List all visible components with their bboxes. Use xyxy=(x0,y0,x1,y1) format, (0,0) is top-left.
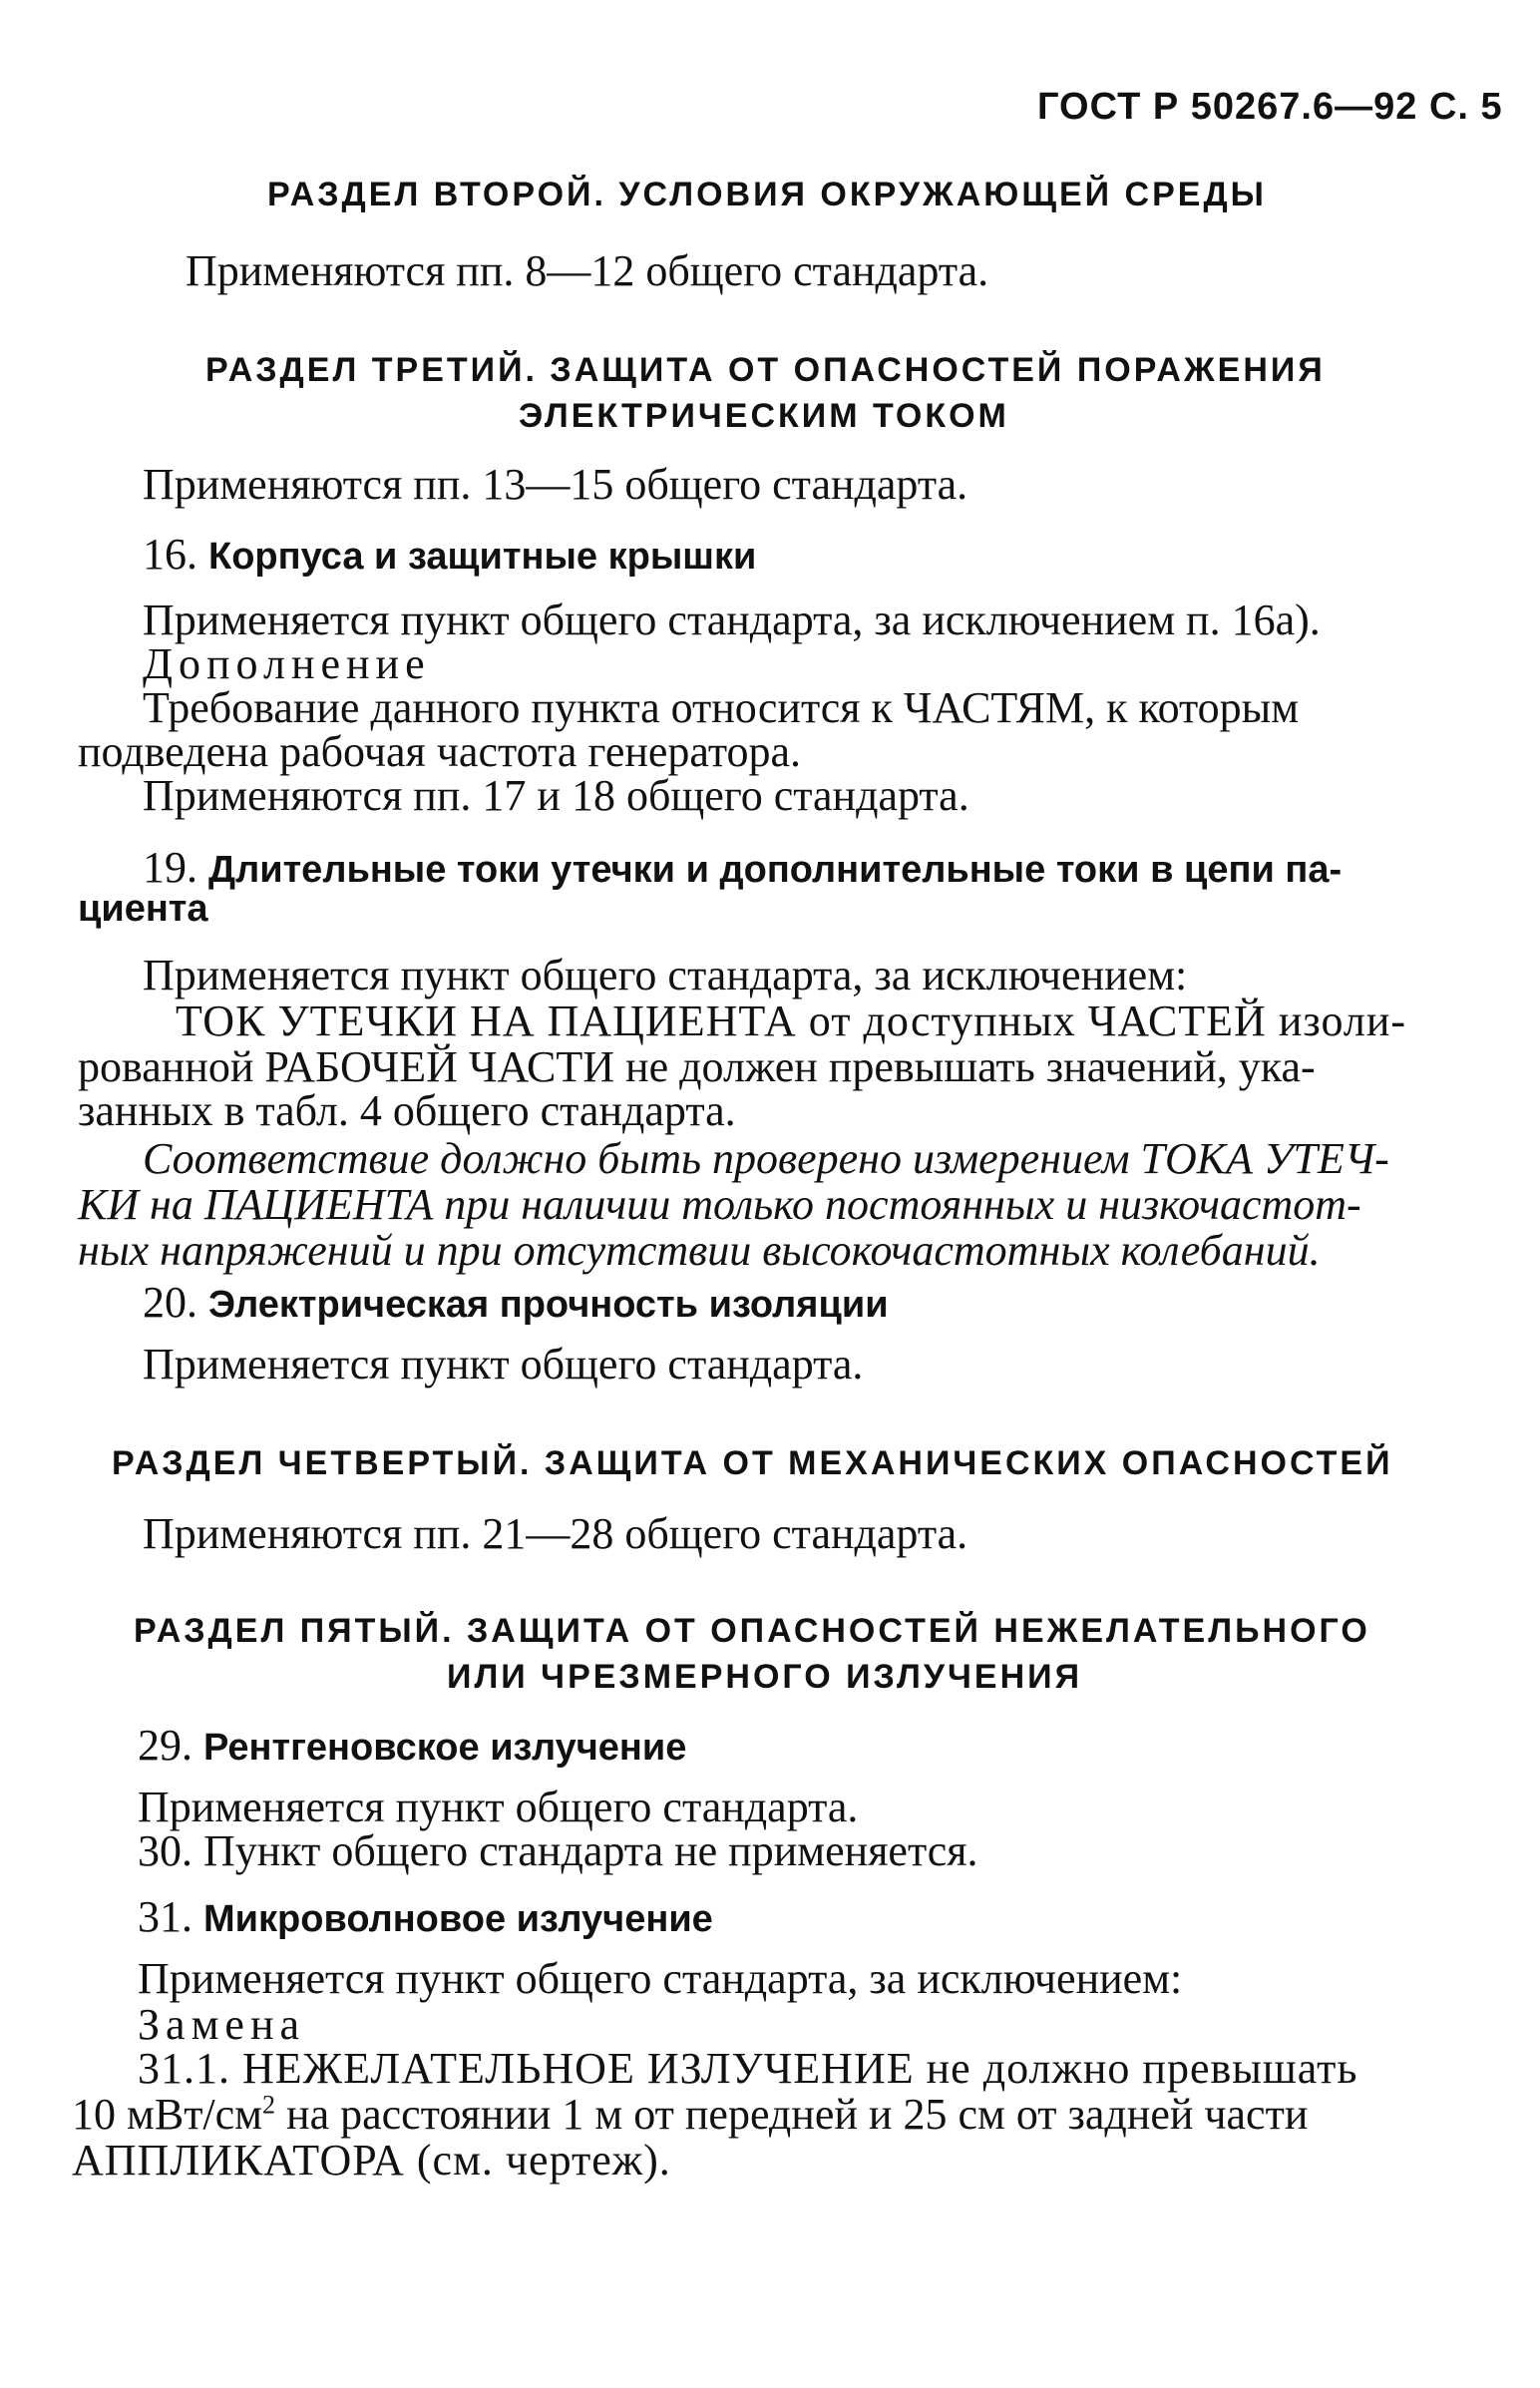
clause-19-text-line3: занных в табл. 4 общего стандарта. xyxy=(78,1086,736,1135)
clause-16-title: Корпуса и защитные крышки xyxy=(208,536,757,578)
clause-16-requirement-line1: Требование данного пункта относится к ЧАСТЯМ, к которым xyxy=(143,683,1300,732)
clause-31-sub-line2 xyxy=(72,2090,1309,2139)
clause-19-italic-line3: ных напряжений и при отсутствии высокочастотных колебаний. xyxy=(78,1226,1321,1275)
section-2-title: РАЗДЕЛ ВТОРОЙ. УСЛОВИЯ ОКРУЖАЮЩЕЙ СРЕДЫ xyxy=(267,176,1267,213)
clause-20-body: Применяется пункт общего стандарта. xyxy=(143,1340,864,1389)
clause-16-number: 16. xyxy=(143,530,197,579)
clause-19-text-line1: ТОК УТЕЧКИ НА ПАЦИЕНТА от доступных ЧАСТЕЙ изоли- xyxy=(176,996,1407,1045)
clause-29-number: 29. xyxy=(138,1721,192,1770)
clause-16-requirement-line2: подведена рабочая частота генератора. xyxy=(78,727,801,776)
clause-31-sub-line2-end: на расстоянии 1 м от передней и 25 см от задней части xyxy=(275,2090,1309,2139)
clause-19-applies: Применяется пункт общего стандарта, за исключением: xyxy=(143,951,1188,999)
clause-16-also: Применяются пп. 17 и 18 общего стандарта. xyxy=(143,771,969,820)
clause-31-applies: Применяется пункт общего стандарта, за исключением: xyxy=(138,1954,1183,2003)
clause-19-number: 19. xyxy=(143,843,197,892)
clause-31-heading xyxy=(138,1892,713,1941)
running-head: ГОСТ Р 50267.6—92 С. 5 xyxy=(1037,86,1503,128)
clause-31-sub-line3: АППЛИКАТОРА (см. чертеж). xyxy=(72,2136,671,2185)
section-5-title-line2: ИЛИ ЧРЕЗМЕРНОГО ИЗЛУЧЕНИЯ xyxy=(447,1658,1083,1696)
clause-31-title: Микроволновое излучение xyxy=(203,1898,713,1940)
section-3-body: Применяются пп. 13—15 общего стандарта. xyxy=(143,460,968,509)
section-4-body: Применяются пп. 21—28 общего стандарта. xyxy=(143,1509,968,1558)
clause-29-title: Рентгеновское излучение xyxy=(203,1727,687,1769)
clause-16-applies: Применяется пункт общего стандарта, за исключением п. 16а). xyxy=(143,596,1321,644)
section-5-title-line1: РАЗДЕЛ ПЯТЫЙ. ЗАЩИТА ОТ ОПАСНОСТЕЙ НЕЖЕЛАТЕЛЬНОГО xyxy=(134,1612,1370,1650)
clause-19-title-line2: циента xyxy=(78,888,208,930)
clause-19-text-line2: рованной РАБОЧЕЙ ЧАСТИ не должен превышать значений, ука- xyxy=(78,1042,1316,1091)
clause-31-sub-line2-start: 10 мВт/см xyxy=(72,2090,263,2139)
section-3-title-line2: ЭЛЕКТРИЧЕСКИМ ТОКОМ xyxy=(519,397,1009,435)
clause-19-italic-line2: КИ на ПАЦИЕНТА при наличии только постоянных и низкочастот- xyxy=(78,1180,1361,1229)
clause-31-number: 31. xyxy=(138,1892,192,1941)
superscript-2: 2 xyxy=(262,2090,276,2120)
clause-31-replacement-label: Замена xyxy=(138,2000,306,2049)
clause-30-body: 30. Пункт общего стандарта не применяется. xyxy=(138,1826,978,1875)
clause-20-heading xyxy=(143,1278,889,1327)
clause-31-sub-line1: 31.1. НЕЖЕЛАТЕЛЬНОЕ ИЗЛУЧЕНИЕ не должно превышать xyxy=(138,2044,1358,2093)
clause-29-heading xyxy=(138,1721,687,1770)
clause-29-body: Применяется пункт общего стандарта. xyxy=(138,1783,859,1831)
section-4-title: РАЗДЕЛ ЧЕТВЕРТЫЙ. ЗАЩИТА ОТ МЕХАНИЧЕСКИХ ОПАСНОСТЕЙ xyxy=(112,1444,1393,1482)
section-3-title-line1: РАЗДЕЛ ТРЕТИЙ. ЗАЩИТА ОТ ОПАСНОСТЕЙ ПОРАЖЕНИЯ xyxy=(205,351,1326,389)
clause-19-heading-line1 xyxy=(143,843,1343,892)
section-2-body: Применяются пп. 8—12 общего стандарта. xyxy=(186,246,989,295)
clause-16-heading xyxy=(143,530,757,579)
clause-19-title-line1: Длительные токи утечки и дополнительные токи в цепи па- xyxy=(208,849,1343,891)
clause-19-italic-line1: Соответствие должно быть проверено измерением ТОКА УТЕЧ- xyxy=(143,1134,1389,1183)
clause-20-title: Электрическая прочность изоляции xyxy=(208,1284,889,1326)
clause-16-addition-label: Дополнение xyxy=(143,639,431,688)
clause-20-number: 20. xyxy=(143,1278,197,1327)
